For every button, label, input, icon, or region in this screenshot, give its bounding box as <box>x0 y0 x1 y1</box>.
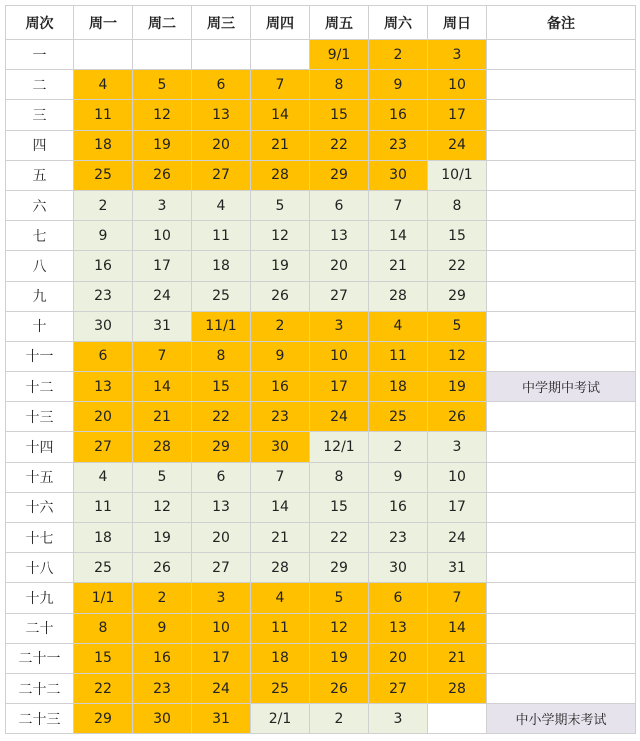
day-cell: 29 <box>74 704 133 734</box>
note-cell <box>487 251 636 281</box>
week-label: 二 <box>6 70 74 100</box>
day-cell: 30 <box>369 160 428 190</box>
day-cell: 7 <box>369 190 428 220</box>
day-cell: 21 <box>428 643 487 673</box>
day-cell: 6 <box>192 462 251 492</box>
day-cell: 15 <box>428 221 487 251</box>
day-cell: 20 <box>74 402 133 432</box>
day-cell: 27 <box>369 673 428 703</box>
week-label: 五 <box>6 160 74 190</box>
note-cell <box>487 643 636 673</box>
day-cell: 21 <box>133 402 192 432</box>
day-cell: 8 <box>310 462 369 492</box>
day-cell: 8 <box>428 190 487 220</box>
week-label: 十五 <box>6 462 74 492</box>
table-row <box>6 100 636 130</box>
day-cell: 9 <box>133 613 192 643</box>
header-sat: 周六 <box>369 6 428 40</box>
note-cell <box>487 40 636 70</box>
day-cell: 28 <box>251 553 310 583</box>
day-cell: 27 <box>192 553 251 583</box>
day-cell: 9 <box>251 341 310 371</box>
day-cell: 5 <box>133 70 192 100</box>
note-cell <box>487 673 636 703</box>
day-cell: 21 <box>251 523 310 553</box>
day-cell: 3 <box>192 583 251 613</box>
day-cell: 10 <box>428 70 487 100</box>
day-cell: 5 <box>428 311 487 341</box>
day-cell: 28 <box>133 432 192 462</box>
week-label: 十九 <box>6 583 74 613</box>
day-cell: 29 <box>428 281 487 311</box>
day-cell: 16 <box>251 372 310 402</box>
day-cell: 7 <box>251 70 310 100</box>
week-label: 十一 <box>6 341 74 371</box>
day-cell: 4 <box>192 190 251 220</box>
day-cell: 10/1 <box>428 160 487 190</box>
note-cell <box>487 70 636 100</box>
day-cell: 12 <box>133 100 192 130</box>
note-cell <box>487 221 636 251</box>
day-cell: 31 <box>428 553 487 583</box>
day-cell <box>428 704 487 734</box>
header-fri: 周五 <box>310 6 369 40</box>
table-row <box>6 190 636 220</box>
day-cell: 29 <box>310 553 369 583</box>
day-cell: 12/1 <box>310 432 369 462</box>
note-cell: 中学期中考试 <box>487 372 636 402</box>
day-cell: 30 <box>251 432 310 462</box>
day-cell: 17 <box>428 492 487 522</box>
day-cell: 19 <box>133 130 192 160</box>
day-cell: 13 <box>310 221 369 251</box>
day-cell: 26 <box>133 160 192 190</box>
table-row <box>6 372 636 402</box>
day-cell: 16 <box>369 492 428 522</box>
note-cell <box>487 462 636 492</box>
day-cell: 26 <box>428 402 487 432</box>
day-cell: 20 <box>310 251 369 281</box>
week-label: 十四 <box>6 432 74 462</box>
day-cell: 26 <box>133 553 192 583</box>
table-row <box>6 221 636 251</box>
day-cell: 10 <box>428 462 487 492</box>
day-cell: 26 <box>251 281 310 311</box>
note-cell <box>487 311 636 341</box>
header-row <box>6 6 636 40</box>
day-cell <box>251 40 310 70</box>
note-cell <box>487 492 636 522</box>
table-row <box>6 432 636 462</box>
day-cell: 9/1 <box>310 40 369 70</box>
week-label: 十六 <box>6 492 74 522</box>
day-cell: 4 <box>251 583 310 613</box>
day-cell: 4 <box>74 462 133 492</box>
day-cell: 24 <box>133 281 192 311</box>
day-cell: 12 <box>310 613 369 643</box>
day-cell: 8 <box>310 70 369 100</box>
day-cell: 19 <box>133 523 192 553</box>
day-cell: 15 <box>192 372 251 402</box>
table-row <box>6 583 636 613</box>
week-label: 二十三 <box>6 704 74 734</box>
day-cell: 2 <box>251 311 310 341</box>
day-cell: 29 <box>192 432 251 462</box>
table-row <box>6 130 636 160</box>
day-cell: 4 <box>74 70 133 100</box>
day-cell: 2 <box>74 190 133 220</box>
day-cell: 25 <box>251 673 310 703</box>
day-cell: 16 <box>74 251 133 281</box>
day-cell: 14 <box>428 613 487 643</box>
day-cell: 27 <box>192 160 251 190</box>
week-label: 二十 <box>6 613 74 643</box>
day-cell: 11/1 <box>192 311 251 341</box>
day-cell: 22 <box>74 673 133 703</box>
table-row <box>6 311 636 341</box>
day-cell: 30 <box>74 311 133 341</box>
week-label: 三 <box>6 100 74 130</box>
day-cell: 9 <box>74 221 133 251</box>
note-cell <box>487 583 636 613</box>
day-cell: 28 <box>428 673 487 703</box>
day-cell: 11 <box>192 221 251 251</box>
day-cell: 19 <box>428 372 487 402</box>
day-cell: 13 <box>369 613 428 643</box>
day-cell: 21 <box>251 130 310 160</box>
day-cell: 10 <box>310 341 369 371</box>
day-cell: 9 <box>369 462 428 492</box>
day-cell: 3 <box>310 311 369 341</box>
day-cell: 8 <box>74 613 133 643</box>
day-cell: 24 <box>310 402 369 432</box>
day-cell: 17 <box>133 251 192 281</box>
day-cell: 31 <box>192 704 251 734</box>
day-cell: 31 <box>133 311 192 341</box>
table-row <box>6 160 636 190</box>
day-cell: 17 <box>428 100 487 130</box>
day-cell: 6 <box>74 341 133 371</box>
day-cell: 3 <box>133 190 192 220</box>
day-cell: 14 <box>369 221 428 251</box>
day-cell: 12 <box>133 492 192 522</box>
day-cell: 4 <box>369 311 428 341</box>
day-cell: 6 <box>310 190 369 220</box>
header-week: 周次 <box>6 6 74 40</box>
day-cell: 9 <box>369 70 428 100</box>
day-cell: 11 <box>251 613 310 643</box>
day-cell: 23 <box>369 130 428 160</box>
day-cell: 17 <box>310 372 369 402</box>
table-row <box>6 40 636 70</box>
table-row <box>6 251 636 281</box>
note-cell <box>487 402 636 432</box>
table-row <box>6 281 636 311</box>
day-cell: 5 <box>310 583 369 613</box>
week-label: 十 <box>6 311 74 341</box>
day-cell: 18 <box>192 251 251 281</box>
day-cell: 16 <box>133 643 192 673</box>
day-cell: 1/1 <box>74 583 133 613</box>
week-label: 七 <box>6 221 74 251</box>
day-cell: 19 <box>251 251 310 281</box>
day-cell: 21 <box>369 251 428 281</box>
day-cell: 23 <box>133 673 192 703</box>
day-cell: 14 <box>251 100 310 130</box>
calendar-body <box>6 40 636 734</box>
day-cell: 13 <box>192 492 251 522</box>
note-cell <box>487 160 636 190</box>
table-row <box>6 523 636 553</box>
day-cell: 3 <box>428 432 487 462</box>
day-cell: 24 <box>428 523 487 553</box>
week-label: 十八 <box>6 553 74 583</box>
day-cell: 25 <box>74 160 133 190</box>
week-label: 十七 <box>6 523 74 553</box>
day-cell: 15 <box>310 492 369 522</box>
day-cell: 17 <box>192 643 251 673</box>
table-row <box>6 492 636 522</box>
day-cell: 27 <box>74 432 133 462</box>
table-row <box>6 643 636 673</box>
day-cell: 10 <box>192 613 251 643</box>
day-cell: 18 <box>74 523 133 553</box>
table-row <box>6 704 636 734</box>
day-cell: 7 <box>133 341 192 371</box>
day-cell: 18 <box>74 130 133 160</box>
header-sun: 周日 <box>428 6 487 40</box>
week-label: 四 <box>6 130 74 160</box>
header-wed: 周三 <box>192 6 251 40</box>
day-cell: 24 <box>428 130 487 160</box>
day-cell: 7 <box>251 462 310 492</box>
note-cell <box>487 281 636 311</box>
note-cell: 中小学期末考试 <box>487 704 636 734</box>
day-cell: 2 <box>133 583 192 613</box>
note-cell <box>487 130 636 160</box>
day-cell: 5 <box>251 190 310 220</box>
day-cell: 19 <box>310 643 369 673</box>
day-cell: 11 <box>74 100 133 130</box>
week-label: 十二 <box>6 372 74 402</box>
table-row <box>6 462 636 492</box>
header-note: 备注 <box>487 6 636 40</box>
note-cell <box>487 432 636 462</box>
day-cell: 11 <box>369 341 428 371</box>
day-cell: 13 <box>74 372 133 402</box>
day-cell: 11 <box>74 492 133 522</box>
day-cell: 28 <box>251 160 310 190</box>
day-cell: 23 <box>369 523 428 553</box>
day-cell: 3 <box>369 704 428 734</box>
day-cell: 22 <box>310 130 369 160</box>
day-cell: 3 <box>428 40 487 70</box>
day-cell: 30 <box>369 553 428 583</box>
day-cell: 5 <box>133 462 192 492</box>
day-cell: 26 <box>310 673 369 703</box>
day-cell: 2 <box>369 40 428 70</box>
day-cell: 20 <box>192 130 251 160</box>
day-cell: 7 <box>428 583 487 613</box>
day-cell: 2 <box>369 432 428 462</box>
day-cell: 12 <box>251 221 310 251</box>
note-cell <box>487 523 636 553</box>
day-cell: 24 <box>192 673 251 703</box>
table-row <box>6 70 636 100</box>
week-label: 六 <box>6 190 74 220</box>
table-row <box>6 673 636 703</box>
day-cell: 22 <box>192 402 251 432</box>
day-cell: 29 <box>310 160 369 190</box>
note-cell <box>487 100 636 130</box>
day-cell: 20 <box>192 523 251 553</box>
day-cell: 14 <box>251 492 310 522</box>
day-cell: 22 <box>310 523 369 553</box>
day-cell: 2/1 <box>251 704 310 734</box>
week-label: 一 <box>6 40 74 70</box>
week-label: 二十一 <box>6 643 74 673</box>
day-cell: 25 <box>74 553 133 583</box>
day-cell: 25 <box>369 402 428 432</box>
table-row <box>6 341 636 371</box>
day-cell: 28 <box>369 281 428 311</box>
header-thu: 周四 <box>251 6 310 40</box>
day-cell: 13 <box>192 100 251 130</box>
day-cell <box>192 40 251 70</box>
day-cell: 15 <box>310 100 369 130</box>
day-cell <box>133 40 192 70</box>
week-label: 九 <box>6 281 74 311</box>
week-label: 十三 <box>6 402 74 432</box>
table-row <box>6 613 636 643</box>
week-label: 八 <box>6 251 74 281</box>
note-cell <box>487 553 636 583</box>
day-cell: 27 <box>310 281 369 311</box>
day-cell: 8 <box>192 341 251 371</box>
day-cell: 30 <box>133 704 192 734</box>
day-cell: 23 <box>251 402 310 432</box>
day-cell: 12 <box>428 341 487 371</box>
day-cell: 16 <box>369 100 428 130</box>
header-mon: 周一 <box>74 6 133 40</box>
note-cell <box>487 341 636 371</box>
day-cell: 18 <box>369 372 428 402</box>
day-cell: 2 <box>310 704 369 734</box>
day-cell: 23 <box>74 281 133 311</box>
school-calendar-table <box>5 5 636 734</box>
day-cell: 18 <box>251 643 310 673</box>
note-cell <box>487 190 636 220</box>
day-cell: 6 <box>369 583 428 613</box>
day-cell: 25 <box>192 281 251 311</box>
day-cell <box>74 40 133 70</box>
table-row <box>6 402 636 432</box>
day-cell: 22 <box>428 251 487 281</box>
day-cell: 10 <box>133 221 192 251</box>
day-cell: 14 <box>133 372 192 402</box>
week-label: 二十二 <box>6 673 74 703</box>
day-cell: 15 <box>74 643 133 673</box>
note-cell <box>487 613 636 643</box>
table-row <box>6 553 636 583</box>
day-cell: 6 <box>192 70 251 100</box>
day-cell: 20 <box>369 643 428 673</box>
header-tue: 周二 <box>133 6 192 40</box>
